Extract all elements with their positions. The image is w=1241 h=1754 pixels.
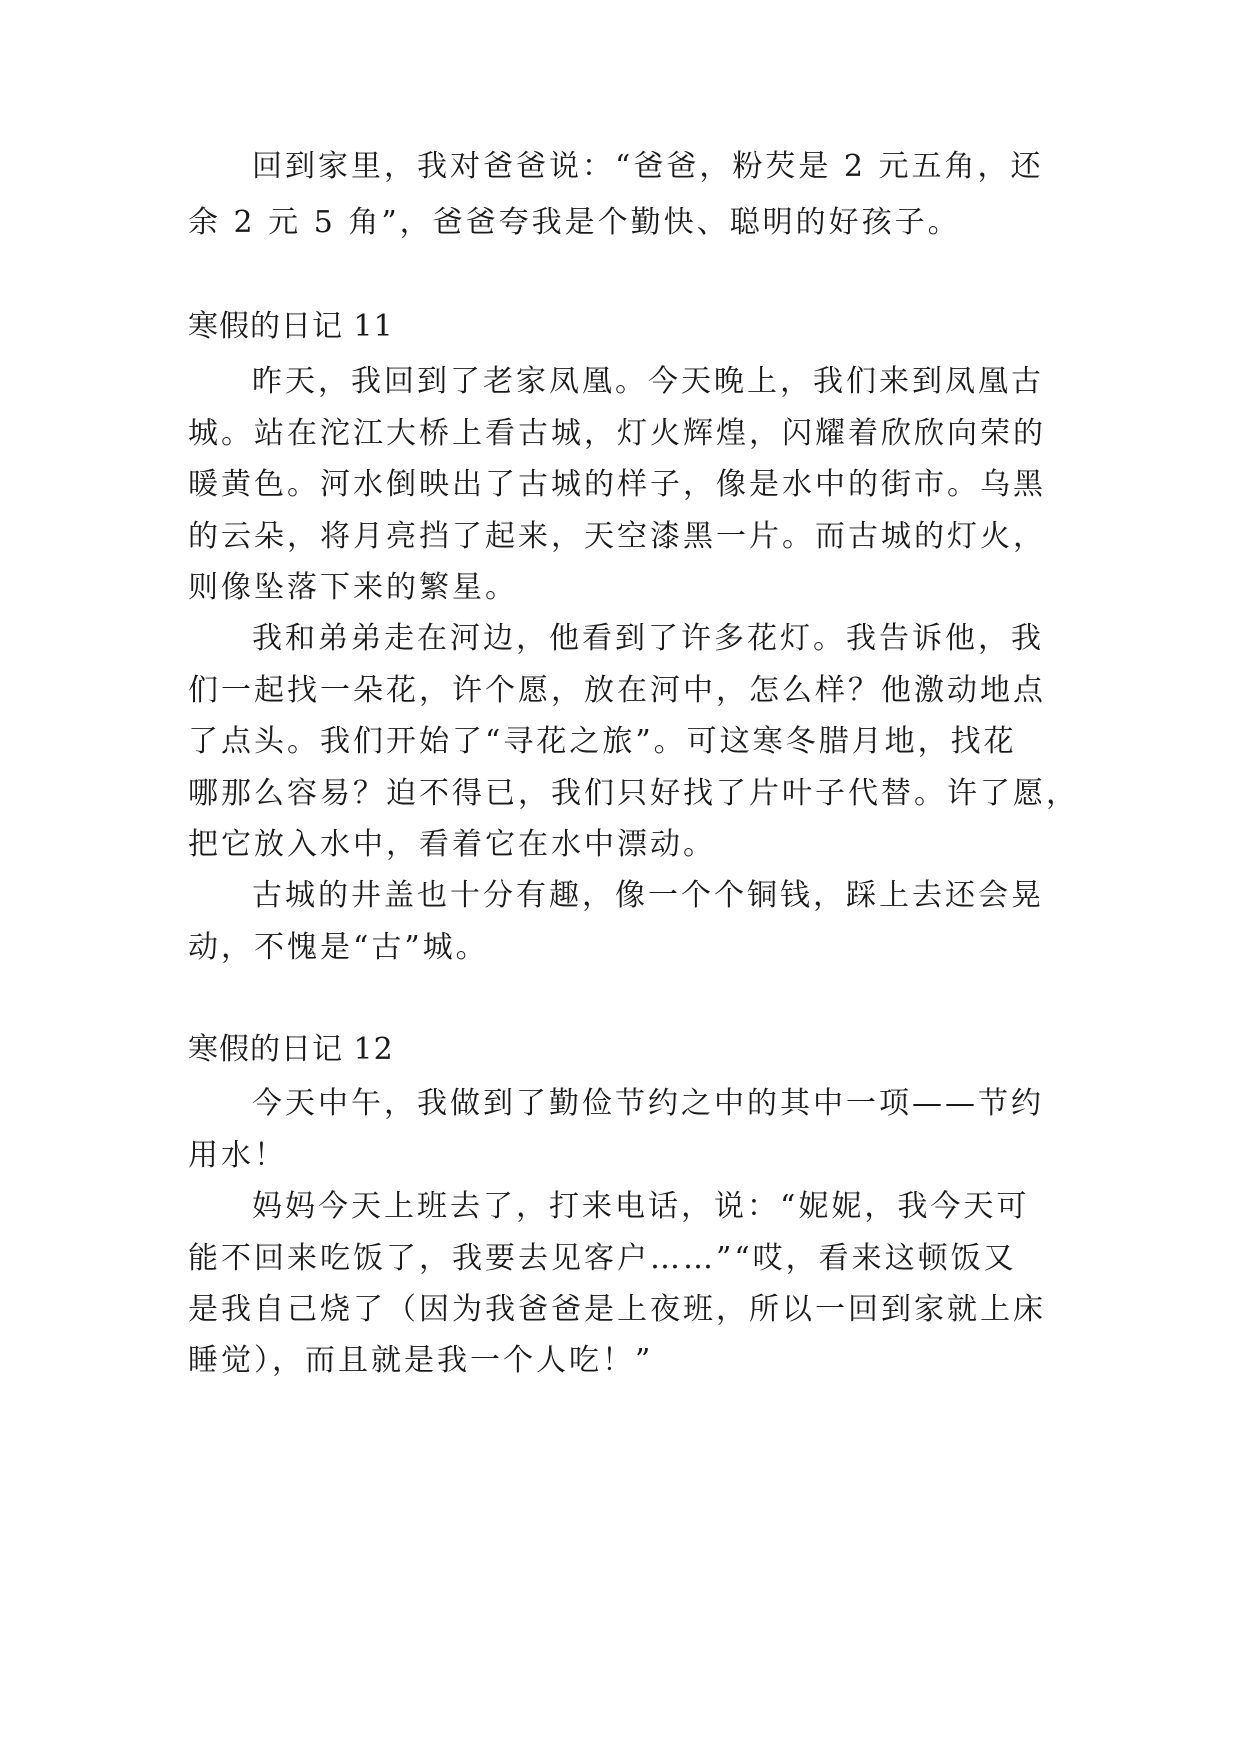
paragraph-line: 用水！ [188, 1138, 287, 1173]
paragraph-line: 把它放入水中，看着它在水中漂动。 [188, 827, 716, 862]
paragraph-line: 睡觉），而且就是我一个人吃！” [188, 1343, 654, 1378]
entry-title: 寒假的日记 12 [188, 1032, 394, 1067]
paragraph-line: 今天中午，我做到了勤俭节约之中的其中一项——节约 [252, 1086, 1044, 1121]
paragraph-line: 古城的井盖也十分有趣，像一个个铜钱，踩上去还会晃 [252, 878, 1044, 913]
paragraph-line: 了点头。我们开始了“寻花之旅”。可这寒冬腊月地，找花 [188, 724, 1017, 759]
paragraph-line: 我和弟弟走在河边，他看到了许多花灯。我告诉他，我 [252, 621, 1044, 656]
paragraph-line: 能不回来吃饭了，我要去见客户……”“哎，看来这顿饭又 [188, 1241, 1017, 1276]
paragraph-line: 昨天，我回到了老家凤凰。今天晚上，我们来到凤凰古 [252, 364, 1044, 399]
entry-title: 寒假的日记 11 [188, 309, 394, 344]
paragraph-line: 动，不愧是“古”城。 [188, 930, 489, 965]
paragraph-line: 们一起找一朵花，许个愿，放在河中，怎么样？他激动地点 [188, 673, 1046, 708]
paragraph-line: 是我自己烧了（因为我爸爸是上夜班，所以一回到家就上床 [188, 1292, 1046, 1327]
paragraph-line: 的云朵，将月亮挡了起来，天空漆黑一片。而古城的灯火， [188, 519, 1046, 554]
paragraph-line: 回到家里，我对爸爸说：“爸爸，粉芡是 2 元五角，还 [252, 149, 1044, 184]
paragraph-line: 妈妈今天上班去了，打来电话，说：“妮妮，我今天可 [252, 1189, 1030, 1224]
paragraph-line: 则像坠落下来的繁星。 [188, 570, 518, 605]
paragraph-line: 城。站在沱江大桥上看古城，灯火辉煌，闪耀着欣欣向荣的 [188, 416, 1046, 451]
paragraph-line: 暖黄色。河水倒映出了古城的样子，像是水中的街市。乌黑 [188, 467, 1046, 502]
paragraph-line: 余 2 元 5 角”，爸爸夸我是个勤快、聪明的好孩子。 [188, 205, 961, 240]
paragraph-line: 哪那么容易？迫不得已，我们只好找了片叶子代替。许了愿， [188, 776, 1079, 811]
